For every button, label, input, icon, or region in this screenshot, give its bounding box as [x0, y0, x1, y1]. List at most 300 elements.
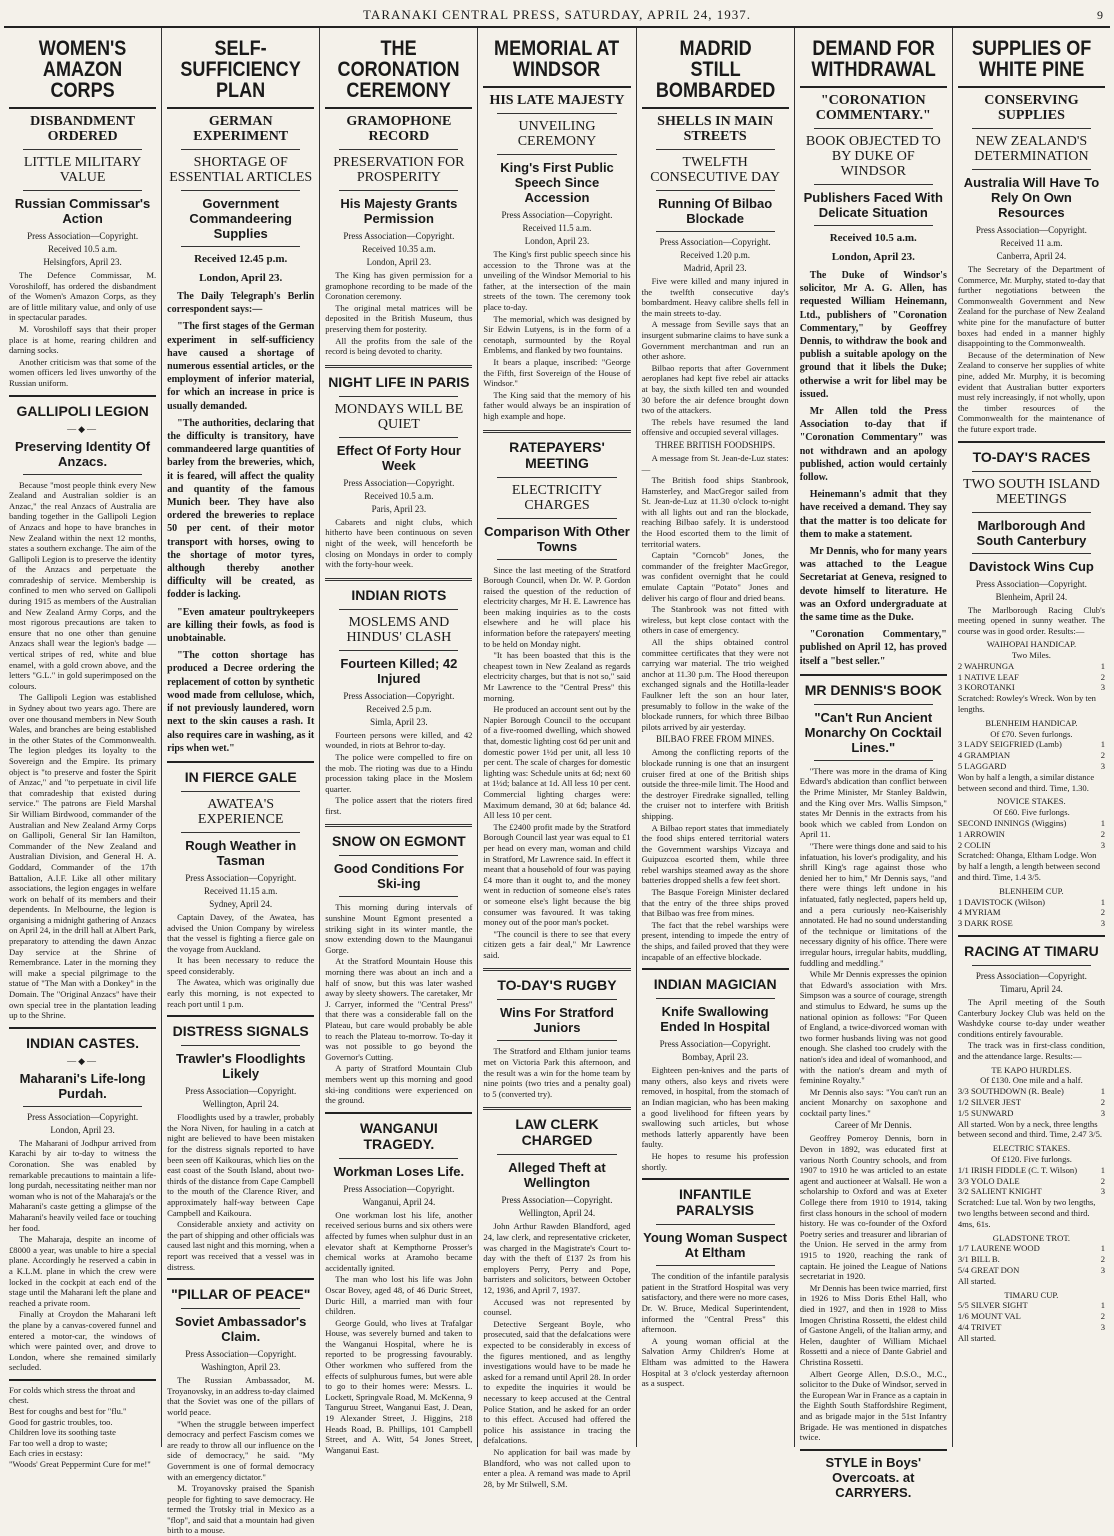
paragraph: Fourteen persons were killed, and 42 wounded, in riots at Behror to-day.: [325, 729, 473, 751]
received-time: Received 11 a.m.: [1000, 238, 1063, 248]
placing: 2: [1100, 1254, 1105, 1265]
paragraph: The condition of the infantile paralysis patient in the Stratford Hospital was very satisfactory, and there were no more cases, Dr. W. Bruce, Medical Superintendent, informed the "Central Press" this afternoon.: [641, 1271, 789, 1335]
paragraph: Among the conflicting reports of the blockade running is one that an insurgent cruiser fired at one of the British ships outside the three-mile limit. The Hood and the destroyer Firedrake signalled, telling the cruiser not to interfere with British shipping.: [641, 747, 789, 821]
placing: 2: [1100, 1096, 1105, 1107]
headline: MADRID STILL BOMBARDED: [655, 37, 775, 102]
race-title: TE KAPO HURDLES.: [991, 1064, 1072, 1075]
subheadline: TWO SOUTH ISLAND MEETINGS: [962, 476, 1100, 507]
paragraph: "There was more in the drama of King Edward's abdication than conflict between the Prime Minister, Mr Stanley Baldwin, and the King over Mrs. Wallis Simpson," states Mr Dennis in the extracts from his book which we cabled from London on April 11.: [799, 765, 947, 840]
subheadline: CONSERVING SUPPLIES: [984, 93, 1079, 123]
paragraph: Cabarets and night clubs, which hitherto have been continuous on seven night of the week, will henceforth be closing on Mondays in order to comply with the forty-hour week.: [325, 516, 473, 570]
crosshead: Career of Mr Dennis.: [834, 1120, 912, 1131]
received-time: Received 2.5 p.m.: [366, 703, 432, 714]
received-time: Received 11.5 a.m.: [522, 223, 592, 233]
dateline: Paris, April 23.: [371, 503, 427, 514]
paragraph: The police were compelled to fire on the mob. The rioting was due to a Hindu procession taking place in the Moslem quarter.: [325, 751, 473, 794]
dateline: Washington, April 23.: [201, 1362, 281, 1373]
race-placing: [958, 918, 1105, 929]
subheadline: DISBANDMENT ORDERED: [30, 114, 136, 144]
received-time: Received 10.5 a.m.: [47, 244, 118, 254]
section-heading: INDIAN RIOTS: [351, 586, 447, 603]
headline: MEMORIAL AT WINDSOR: [494, 37, 620, 81]
paragraph: The Duke of Windsor's solicitor, Mr A. G. Allen, has requested William Heinemann, Ltd., publishers of "Coronation Commentary," by Geoffrey Dennis, to withdraw the book and publish a suitable apology on the ground that it libels the Duke; otherwise a writ for libel may be issued.: [799, 270, 947, 400]
subheadline: Australia Will Have To Rely On Own Resources: [963, 175, 1100, 220]
horse-name: 4/4 TRIVET: [957, 1321, 1002, 1332]
paragraph: The Marlborough Racing Club's meeting opened in sunny weather. The course was in good order. Results:—: [957, 604, 1105, 636]
race-conditions: Of £120. Five furlongs.: [990, 1153, 1072, 1164]
section-heading: RACING AT TIMARU: [964, 943, 1099, 959]
subheadline: His Majesty Grants Permission: [340, 196, 458, 226]
race-results-blenheim: [958, 639, 1105, 929]
paragraph: Finally at Croydon the Maharani left the plane by a canvas-covered funnel and entered a motor-car, the windows of which were painted over, and drove to London, where she remained similarly secluded.: [9, 1309, 157, 1373]
subheadline: NEW ZEALAND'S DETERMINATION: [974, 134, 1089, 164]
section-heading: WANGANUI TRAGEDY.: [359, 1119, 438, 1152]
subheadline: Soviet Ambassador's Claim.: [175, 1314, 307, 1345]
subheadline: Trawler's Floodlights Likely: [175, 1051, 306, 1082]
race-placing: [958, 1097, 1105, 1108]
race-note: All started. Won by a neck, three lengths between second and third. Time, 2.47 3/5.: [957, 1118, 1103, 1140]
dateline: Wellington, April 24.: [202, 1099, 279, 1110]
paragraph: The Daily Telegraph's Berlin correspondent says:—: [167, 291, 315, 316]
race-placing: [958, 750, 1105, 761]
placing: 1: [1100, 896, 1105, 907]
placing: 2: [1100, 907, 1105, 918]
credit: Press Association—Copyright.: [343, 231, 455, 241]
credit: Press Association—Copyright.: [185, 872, 297, 883]
subheadline: SHELLS IN MAIN STREETS: [657, 114, 774, 144]
section-heading: LAW CLERK CHARGED: [515, 1116, 599, 1149]
section-heading: INFANTILE PARALYSIS: [676, 1186, 755, 1219]
paragraph: Geoffrey Pomeroy Dennis, born in Devon in 1892, was educated first at various North Country schools, and from 1907 to 1910 he was articled to an estate agent and auctioneer at Walsall. He won a scholarship to Oxford and was at Exeter College there from 1910 to 1914, taking first class honours in the school of modern history. He was co-founder of the Oxford Poetry series and treasurer and librarian of the Union. He served in the army from 1915 to 1920, reaching the rank of captain. He joined the League of Nations secretariat in 1920.: [799, 1133, 947, 1282]
horse-name: 1/5 SUNWARD: [957, 1107, 1014, 1118]
paragraph: Considerable anxiety and activity on the part of shipping and other officials was caused last night and this morning, when a report was received that a vessel was in distress.: [167, 1219, 315, 1272]
subheadline: Publishers Faced With Delicate Situation: [803, 190, 943, 220]
ad-line: Good for gastric troubles, too.: [9, 1416, 113, 1427]
dateline: Blenheim, April 24.: [995, 591, 1068, 602]
paragraph: All the profits from the sale of the record is being devoted to charity.: [325, 335, 473, 357]
subheadline: "CORONATION COMMENTARY.": [815, 93, 931, 123]
paragraph: The £2400 profit made by the Stratford Borough Council last year was equal to £1 per head on every man, woman and child in Stratford, Mr Lawrence said. In effect it meant that a household of four was paying £4 more than it ought to, and the money went in reduction of someone else's rates or someone else's light because the big consumer was favoured. It was taking money out of the poor man's pocket.: [483, 821, 631, 928]
paragraph: Because of the determination of New Zealand to conserve her supplies of white pine, added Mr. Murphy, it is becoming evident that Australian butter exporters must rely increasingly, if not wholly, upon the timber resources of the Commonwealth for the maintenance of the future export trade.: [957, 349, 1105, 434]
subheadline: LITTLE MILITARY VALUE: [23, 155, 142, 185]
horse-name: 5 LAGGARD: [957, 761, 1007, 772]
race-title: BLENHEIM CUP.: [999, 885, 1064, 896]
paragraph: Another criticism was that some of the women officers led lives unworthy of the Russian uniform.: [9, 356, 157, 388]
subheadline: SHORTAGE OF ESSENTIAL ARTICLES: [169, 155, 313, 185]
paragraph: The King said that the memory of his father would always be an inspiration of high example and hope.: [483, 389, 631, 421]
race-placing: [958, 1311, 1105, 1322]
race-placing: [958, 761, 1105, 772]
horse-name: 3/2 SALIENT KNIGHT: [957, 1186, 1042, 1197]
column-5: [637, 28, 795, 1447]
credit: Press Association—Copyright.: [501, 210, 613, 220]
paragraph: The Russian Ambassador, M. Troyanovsky, in an address to-day claimed that the Soviet was one of the pillars of world peace.: [167, 1375, 315, 1417]
credit: Press Association—Copyright.: [975, 971, 1087, 981]
placing: 3: [1100, 761, 1105, 772]
credit: Press Association—Copyright.: [343, 690, 455, 701]
horse-name: 1 ARROWIN: [957, 828, 1005, 839]
subheadline: Rough Weather in Tasman: [185, 837, 297, 868]
headline: DEMAND FOR WITHDRAWAL: [811, 37, 936, 81]
horse-name: 3 LADY SEIGFRIED (Lamb): [957, 739, 1062, 750]
paragraph: He produced an account sent out by the Napier Borough Council to the occupant of a five-roomed dwelling, which showed that, domestic lighting cost 6d per unit and domestic power 1½d per unit, all less 10 per cent. The scale of charges for domestic lighting was: Schedule units at 6d; next 60 at 1½d; balance at 1d. All less 10 per cent. Commercial lighting charges were: Maximum demand, 30 at 6d; balance 4d. All less 10 per cent.: [483, 704, 631, 821]
masthead-title: TARANAKI CENTRAL PRESS, SATURDAY, APRIL 24, 1937.: [363, 7, 751, 22]
subheadline: Alleged Theft at Wellington: [508, 1160, 606, 1191]
dateline: Madrid, April 23.: [683, 263, 747, 273]
horse-name: 1 NATIVE LEAF: [957, 671, 1019, 682]
placing: 3: [1100, 839, 1105, 850]
dateline: London, April 23.: [366, 257, 432, 267]
ad-line: "Woods' Great Peppermint Cure for me!": [9, 1459, 151, 1470]
paragraph: Albert George Allen, D.S.O., M.C., solicitor to the Duke of Windsor, served in the European War in France as a captain in the Eighth South Staffordshire Regiment, and as brigade major in the 51st Infantry Brigade. He was mentioned in dispatches twice.: [799, 1368, 947, 1443]
paragraph: Eighteen pen-knives and the parts of many others, also keys and rivets were removed, in hospital, from the stomach of an Indian magician, who has been making a good livelihood for fifteen years by swallowing such articles, but whose methods latterly apparently have been faulty.: [641, 1065, 789, 1150]
placing: 1: [1100, 1164, 1105, 1175]
subheadline: Workman Loses Life.: [333, 1163, 465, 1179]
paragraph: The Maharani of Jodhpur arrived from Karachi by air to-day to witness the Coronation. She was enabled by remarkable precautions to maintain a life-long purdah, necessitating neither man nor woman who is not of the Maharaja's or the Maharani's caste getting a glimpse of the Maharani's heavily veiled face or touching her food.: [9, 1137, 157, 1233]
race-placing: [958, 840, 1105, 851]
paragraph: A party of Stratford Mountain Club members went up this morning and good ski-ing conditions were experienced on the ground.: [325, 1063, 473, 1106]
paragraph: M. Troyanovsky praised the Spanish people for fighting to save democracy. He termed the Trotsky trial in Mexico as a "flop", and said that a mountain had given birth to a mouse.: [167, 1483, 315, 1536]
credit: Press Association—Copyright.: [343, 1183, 455, 1194]
race-note: Scratched: Rowley's Wreck. Won by ten lengths.: [957, 693, 1096, 715]
horse-name: 3 DARK ROSE: [957, 918, 1013, 929]
paragraph: A message from St. Jean-de-Luz states:—: [641, 452, 789, 474]
race-placing: [958, 1086, 1105, 1097]
subheadline: GERMAN EXPERIMENT: [193, 114, 289, 144]
headline: THE CORONATION CEREMONY: [337, 37, 460, 102]
paragraph: The Defence Commissar, M. Voroshiloff, has ordered the disbandment of the Women's Amazon Corps, as they are of little military value, and only of use in spectacular parades.: [9, 270, 157, 323]
dateline: Simla, April 23.: [370, 716, 428, 727]
horse-name: 2 COLIN: [957, 839, 991, 850]
race-placing: [958, 829, 1105, 840]
horse-name: 1/7 LAURENE WOOD: [957, 1243, 1040, 1254]
subheadline: "Can't Run Ancient Monarchy On Cocktail Lines.": [804, 709, 942, 755]
horse-name: 3/1 BILL B.: [957, 1254, 1000, 1265]
columns: [4, 28, 1110, 1536]
subheadline: Preserving Identity Of Anzacs.: [15, 438, 151, 469]
paragraph: The original metal matrices will be deposited in the British Museum, thus preserving them for posterity.: [325, 302, 473, 334]
paragraph: The Secretary of the Department of Commerce, Mr. Murphy, stated to-day that further negotiations between the Commonwealth Government and New Zealand for the purchase of New Zealand white pine for the manufacture of butter boxes had ended in a manner highly disappointing to the Commonwealth.: [957, 264, 1105, 349]
column-4: [478, 28, 636, 1489]
race-results-timaru: [958, 1065, 1105, 1344]
dateline: London, April 23.: [199, 272, 283, 284]
paragraph: Since the last meeting of the Stratford Borough Council, when Dr. W. P. Gordon raised the question of the reduction of electricity charges, Mr H. E. Lawrence has been making inquiries as to the costs elsewhere and he will place his information before the ratepayers' meeting to be held on Monday night.: [483, 564, 631, 649]
paragraph: The King's first public speech since his accession to the Throne was at the unveiling of the Windsor Memorial to his father, at the intersection of the main streets of the town. The ceremony took place to-day.: [483, 249, 631, 312]
credit: Press Association—Copyright.: [343, 477, 455, 488]
placing: 1: [1100, 1086, 1105, 1097]
paragraph: Captain "Corncob" Jones, the commander of the freighter MacGregor, was confident overnight that he could emulate Captain "Potato" Jones and deliver his cargo of flour and dried beans.: [641, 550, 789, 603]
paragraph: A young woman official at the Salvation Army Children's Home at Eltham was admitted to the Hawera Hospital at 3 o'clock yesterday afternoon as a suspect.: [641, 1335, 789, 1389]
dateline: Canberra, April 24.: [996, 251, 1067, 261]
dateline: London, April 23.: [50, 1124, 115, 1135]
paragraph: The April meeting of the South Canterbury Jockey Club was held on the Washdyke course to-day under weather conditions entirely favourable.: [957, 997, 1105, 1039]
subheadline: MOSLEMS AND HINDUS' CLASH: [346, 614, 452, 645]
paragraph: The fact that the rebel warships were present, intending to impede the entry of the ships, and failed proved that they were incapable of an effective blockade.: [641, 919, 789, 962]
credit: Press Association—Copyright.: [659, 237, 771, 247]
paragraph: "The authorities, declaring that the difficulty is transitory, have commandeered large quantities of barley from the breweries, which, it is feared, will affect the quality and quantity of the famous Munich beer. They have also ordered the breweries to replace 50 per cent. of their motor transport with horses, owing to the shortage of motor tyres, although thereby another difficulty will be created, as fodder is lacking.: [167, 417, 315, 601]
paragraph: Mr Dennis also says: "You can't run an ancient Monarchy on saxophone and cocktail party lines.": [799, 1086, 947, 1118]
dateline: Sydney, April 24.: [209, 898, 273, 909]
credit: Press Association—Copyright.: [659, 1039, 771, 1050]
paragraph: He hopes to resume his profession shortly.: [641, 1150, 789, 1172]
credit: Press Association—Copyright.: [185, 1086, 297, 1097]
horse-name: 1/6 MOUNT VAL: [957, 1311, 1021, 1322]
race-placing: [958, 818, 1105, 829]
placing: 1: [1100, 818, 1105, 829]
paragraph: The memorial, which was designed by Sir Edwin Lutyens, is in the form of a cenotaph, surmounted by the Royal Emblems, and flanked by two fountains.: [483, 313, 631, 356]
subheadline: Marlborough And South Canterbury: [976, 517, 1087, 548]
subheadline: GRAMOPHONE RECORD: [346, 114, 452, 144]
race-placing: [958, 1186, 1105, 1197]
section-heading: IN FIERCE GALE: [184, 768, 297, 785]
race-placing: [958, 739, 1105, 750]
received-time: Received 10.35 a.m.: [361, 244, 436, 254]
race-placing: [958, 907, 1105, 918]
section-heading: DISTRESS SIGNALS: [172, 1023, 309, 1040]
paragraph: "It has been boasted that this is the cheapest town in New Zealand as regards electricity charges, but that is not so," said Mr Lawrence to the "Central Press" this morning.: [483, 650, 631, 703]
credit: Press Association—Copyright.: [975, 225, 1087, 235]
headline: SELF-SUFFICIENCY PLAN: [180, 37, 301, 102]
paragraph: A Bilbao report states that immediately the food ships entered territorial waters the Government warships Vizcaya and Guipuzcoa escorted them, while three rebel warships steamed away as the shore batteries dropped shells a few feet short.: [641, 822, 789, 886]
placing: 3: [1100, 1107, 1105, 1118]
newspaper-page: [4, 4, 1110, 1536]
race-note: Scratched: Lue tal. Won by two lengths, two lengths between second and third. 4ms, 61s.: [957, 1197, 1096, 1229]
horse-name: 1/2 SILVER JEST: [957, 1096, 1022, 1107]
paragraph: Floodlights used by a trawler, probably the Nora Niven, for hauling in a catch at night are believed to have been mistaken for the distress signals reported to have been seen off Kaikouras, which lies on the east coast of the South Island, about two-thirds of the distance from Cape Campbell to the mouth of the Clarence River, and approximately half-way between Cape Campbell and Kaikoura.: [167, 1112, 315, 1218]
paragraph: Heinemann's admit that they have received a demand. They say that the matter is too delicate for them to make a statement.: [799, 489, 947, 540]
subheadline: MONDAYS WILL BE QUIET: [334, 401, 464, 432]
received-time: Received 12.45 p.m.: [194, 253, 288, 265]
subheadline: Wins For Stratford Juniors: [499, 1005, 614, 1036]
race-title: BLENHEIM HANDICAP.: [985, 717, 1078, 728]
paragraph: Mr Allen told the Press Association to-day that if "Coronation Commentary" was not withdrawn and an apology published, action would certainly follow.: [799, 406, 947, 484]
paragraph: At the Stratford Mountain House this morning there was about an inch and a half of snow, but this was later washed away by sleety showers. The caretaker, Mr J. Carryer, informed the "Central Press" that there was a considerable fall on the Plateau, but care would probably be able to reach the Plateau to-morrow. To-day it was not possible to go beyond the Governor's Cutting.: [325, 956, 473, 1062]
paragraph: A message from Seville says that an insurgent submarine claims to have sunk a Government merchantman and run an other ashore.: [641, 319, 789, 362]
paragraph: Five were killed and many injured in the twelfth consecutive day's bombardment. Heavy calibre shells fell in the main streets to-day.: [641, 276, 789, 318]
race-conditions: Of £60. Five furlongs.: [993, 807, 1070, 818]
section-heading: INDIAN CASTES.: [26, 1034, 139, 1051]
dateline: Helsingfors, April 23.: [43, 257, 122, 267]
section-heading: TO-DAY'S RUGBY: [497, 977, 617, 994]
paragraph: The Gallipoli Legion was established in Sydney about two years ago. There are over one thousand members in New South Wales, and branches are being established in the other States of the Commonwealth. The legion pledges its loyalty to the Sovereign and the Empire. Its primary object is "to preserve and foster the Spirit of Anzac," and "to perpetuate in civil life that comradeship that existed during service." The patrons are Field Marshal Sir William Birdwood, commander of the Australian and New Zealand Army Corps on Gallipoli, General Sir Ian Hamilton, Commander of the New Zealand and Australian Division, and General H. A. Goddard, Commander of the 17th Battalion, A.I.F. Like all other military associations, the legion engages in welfare work on behalf of its members and their dependents. In Melbourne, the legion is organising a midnight gathering of Anzacs on April 24, in the drill hall at Albert Park, preparatory to attending the dawn Anzac Day service at the Shrine of Remembrance. Later in the morning they will make a special pilgrimage to the statue of "The Man with a Donkey" in the Domain. The "Original Anzacs" have their own special tree in the plantation leading up to the Shrine.: [9, 692, 157, 1021]
race-placing: [958, 1108, 1105, 1119]
race-title: WAIHOPAI HANDICAP.: [986, 639, 1077, 650]
race-placing: [958, 1176, 1105, 1187]
horse-name: 3/3 YOLO DALE: [957, 1175, 1020, 1186]
paragraph: The track was in first-class condition, and the attendance large. Results:—: [957, 1040, 1105, 1061]
paragraph: "When the struggle between imperfect democracy and perfect Fascism comes we are ready to throw all our influence on the side of democracy," he said. "My Government is one of formal democracy with an emergency dictator.": [167, 1418, 315, 1482]
placing: 2: [1100, 750, 1105, 761]
paragraph: "Even amateur poultrykeepers are killing their fowls, as food is unobtainable.: [167, 606, 315, 645]
paragraph: This morning during intervals of sunshine Mount Egmont presented a striking sight in its winter mantle, the snow extending down to the Maunganui Gorge.: [325, 902, 473, 955]
subheadline: Effect Of Forty Hour Week: [336, 442, 461, 473]
placing: 3: [1100, 1264, 1105, 1275]
placing: 3: [1100, 682, 1105, 693]
paragraph: "The council is there to see that every citizen gets a fair deal," Mr Lawrence said.: [483, 928, 631, 960]
paragraph: John Arthur Rawden Blandford, aged 24, law clerk, and representative cricketer, was charged in the Magistrate's Court to-day with the theft of £137 2s from his employers Perry, Perry and Pope, barristers and solicitors, between October 12, 1936, and April 7, 1937.: [483, 1221, 631, 1295]
race-note: All started.: [957, 1275, 997, 1286]
crosshead: THREE BRITISH FOODSHIPS.: [655, 439, 776, 450]
paragraph: "Coronation Commentary," published on April 12, has proved itself a "best seller.": [799, 629, 947, 667]
placing: 2: [1100, 828, 1105, 839]
paragraph: "The cotton shortage has produced a Decree ordering the replacement of cotton by synthetic wood made from cellulose, which, if not previously laundered, worn next to the skin causes a rash. It also requires care in washing, as it rips when wet.": [167, 650, 315, 754]
column-1: WOMEN'S AMAZON CORPS DISBANDMENT ORDERED LITTLE MILITARY VALUE Russian Commissar's Action Press Association—Copyright. Received 10.5 a.m. Helsingfors, April 23. The Defence Commissar, M. Voroshiloff, has ordered the disbandment of the Women's Amazon Corps, as they are of little military value, and only of use in spectacular parades. M. Voroshiloff says that their proper place is at home, rearing children and darning socks. Another criticism was that some of the women officers led lives unworthy of the Russian uniform. GALLIPOLI LEGION —◆— Preserving Identity Of Anzacs. Because "most people think every New Zealand and Australian soldier is an Anzac," the real Anzacs of Australia are banding together in the Gallipoli Legion of Anzacs and hope to have branches in New Zealand within the next 12 months, states a southern exchange. The aim of the Gallipoli Legion is to preserve the identity of the Anzacs and perpetuate the comradeship of service. Membership is confined to men who served on Gallipoli during 1915 as members of the Australian and New Zealand Army Corps, and the most rigorous precautions are taken to ensure that no one other than genuine Anzacs shall wear the legion's badge —vertical stripes of red, white and blue enamel, with a gold crown above, and the letters "G.L." in gold superimposed on the colours. The Gallipoli Legion was established in Sydney about two years ago. There are over one thousand members in New South Wales, and branches are being established in the other States of the Commonwealth. The legion pledges its loyalty to the Sovereign and the Empire. Its primary object is "to preserve and foster the Spirit of Anzac," and "to perpetuate in civil life that comradeship that existed during service." The patrons are Field Marshal Sir William Birdwood, commander of the Australian and New Zealand Army Corps on Gallipoli, General Sir Ian Hamilton, Commander of the New Zealand and Australian Division, and General H. A. Goddard, Commander of the 17th Battalion, A.I.F. Like all other military associations, the legion engages in welfare work on behalf of its members and their dependents. In Melbourne, the legion is organising a midnight gathering of Anzacs on April 24, in the drill hall at Albert Park, preparatory to attending the dawn Anzac Day service at the Shrine of Remembrance. Later in the morning they will make a special pilgrimage to the statue of "The Man with a Donkey" in the Domain. The "Original Anzacs" have their own special tree in the plantation leading up to the Shrine. INDIAN CASTES. —◆— Maharani's Life-long Purdah. Press Association—Copyright. London, April 23. The Maharani of Jodhpur arrived from Karachi by air to-day to witness the Coronation. She was enabled by remarkable precautions to maintain a life-long purdah, necessitating neither man nor woman who is not of the Maharaja's or the Maharani's caste getting a glimpse of the Maharani's heavily veiled face or touching her food. The Maharaja, despite an income of £8000 a year, was unable to hire a special plane. Accordingly he reserved a cabin in a K.L.M. plane in which the crew were locked in the cockpit at each end of the stage until the Maharani left the plane and reached a private room. Finally at Croydon the Maharani left the plane by a canvas-covered funnel and entered a motor-car, the windows of which were painted over, and drove to London, where she remained similarly secluded. For colds which stress the throat and chest. Best for coughs and best for "flu." Good for gastric troubles, too. Children love its soothing taste Far too well a drop to waste; Each cries in ecstasy: "Woods' Great Peppermint Cure for me!": [4, 28, 162, 1447]
page-number: 9: [1097, 8, 1104, 22]
race-placing: [958, 1300, 1105, 1311]
horse-name: SECOND INNINGS (Wiggins): [957, 818, 1067, 829]
horse-name: 2 WAHRUNGA: [957, 660, 1015, 671]
section-heading: RATEPAYERS' MEETING: [509, 438, 605, 471]
credit: Press Association—Copyright.: [975, 578, 1087, 589]
subheadline: TWELFTH CONSECUTIVE DAY: [650, 155, 781, 185]
advertisement: STYLE in Boys' Overcoats. at CARRYERS.: [800, 1449, 947, 1500]
dateline: Timaru, April 24.: [1000, 984, 1063, 994]
paragraph: M. Voroshiloff says that their proper place is at home, rearing children and darning socks.: [9, 323, 157, 356]
section-heading: GALLIPOLI LEGION: [16, 402, 149, 419]
race-placing: [958, 682, 1105, 693]
ad-line: For colds which stress the throat and chest.: [9, 1384, 136, 1406]
section-heading: MR DENNIS'S BOOK: [804, 681, 942, 698]
paragraph: While Mr Dennis expresses the opinion that Edward's association with Mrs. Simpson was a source of courage, strength and stimulus to Edward, he sums up the national opinion as follows: "For Queen of England, a twice-divorced woman with two former husbands living was not good enough. She clashed too crudely with the nation's idea and ideal of womanhood, and with the nation's dream and myth of feminine Royalty.": [799, 969, 947, 1086]
ad-line: Each cries in ecstasy:: [9, 1448, 83, 1459]
subheadline: ELECTRICITY CHARGES: [511, 482, 603, 513]
section-heading: TO-DAY'S RACES: [972, 448, 1091, 465]
credit: Press Association—Copyright.: [501, 1195, 613, 1206]
credit: Press Association—Copyright.: [27, 1111, 139, 1122]
headline: SUPPLIES OF WHITE PINE: [971, 37, 1092, 81]
race-conditions: Of £130. One mile and a half.: [980, 1075, 1083, 1086]
received-time: Received 11.15 a.m.: [204, 885, 278, 896]
paragraph: It bears a plaque, inscribed: "George the Fifth, first Sovereign of the House of Windsor.": [483, 356, 631, 389]
placing: 1: [1100, 660, 1105, 671]
horse-name: 4 MYRIAM: [957, 907, 1001, 918]
section-heading: "PILLAR OF PEACE": [171, 1286, 311, 1303]
ad-line: Children love its soothing taste: [9, 1427, 116, 1438]
horse-name: 1 DAVISTOCK (Wilson): [957, 896, 1046, 907]
race-placing: [958, 1322, 1105, 1333]
placing: 3: [1100, 1186, 1105, 1197]
received-time: Received 10.5 a.m.: [364, 490, 434, 501]
subheadline: BOOK OBJECTED TO BY DUKE OF WINDSOR: [805, 134, 941, 179]
paragraph: "The first stages of the German experiment in self-sufficiency have caused a shortage of numerous essential articles, or the employment of inferior material, for which an increase in price is usually demanded.: [167, 321, 315, 412]
horse-name: 5/5 SILVER SIGHT: [957, 1300, 1028, 1311]
crosshead: BILBAO FREE FROM MINES.: [656, 734, 775, 745]
paragraph: The Maharaja, despite an income of £8000 a year, was unable to hire a special plane. Accordingly he reserved a cabin in a K.L.M. plane in which the crew were locked in the cockpit at each end of the stage until the Maharani left the plane and reached a private room.: [9, 1234, 157, 1308]
paragraph: The rebels have resumed the land offensive and occupied several villages.: [641, 416, 789, 438]
subheadline: Knife Swallowing Ended In Hospital: [660, 1004, 771, 1035]
placing: 1: [1100, 739, 1105, 750]
paragraph: The King has given permission for a gramophone recording to be made of the Coronation ceremony.: [325, 270, 473, 302]
credit: Press Association—Copyright.: [27, 231, 139, 241]
horse-name: 1/1 IRISH FIDDLE (C. T. Wilson): [957, 1164, 1078, 1175]
paragraph: "There were things done and said to his infatuation, his lover's prodigality, and his shrill King's rage against those who denied her to him," Mr Dennis says, "and there were things left undone in his infatuated, fatly neglected, papers held up, and a pera curiously neo-Kaiserishly annotated. He had no sound understanding of the technique or limitations of the necessary dignity of his office. There were irregular hours, irregular habits, muddling, fuddling and meddling.": [799, 841, 947, 968]
subheadline: Good Conditions For Ski-ing: [333, 861, 464, 892]
subheadline: Fourteen Killed; 42 Injured: [340, 655, 458, 686]
placing: 3: [1100, 1321, 1105, 1332]
subheadline: Young Woman Suspect At Eltham: [643, 1230, 788, 1261]
paragraph: The Stratford and Eltham junior teams met on Victoria Park this afternoon, and the result was a win for the home team by nine points (two tries and a penalty goal) to 5 (converted try).: [483, 1046, 631, 1099]
paragraph: Accused was not represented by counsel.: [483, 1296, 631, 1318]
dateline: Wellington, April 24.: [518, 1208, 596, 1219]
race-placing: [958, 661, 1105, 672]
race-placing: [958, 1254, 1105, 1265]
race-title: NOVICE STAKES.: [997, 796, 1066, 807]
paragraph: The man who lost his life was John Oscar Bovey, aged 48, of 46 Duric Street, Duric Hill, a married man with four children.: [325, 1274, 473, 1317]
credit: Press Association—Copyright.: [185, 1349, 297, 1360]
subheadline: AWATEA'S EXPERIENCE: [197, 796, 284, 827]
paragraph: One workman lost his life, another received serious burns and six others were affected by fumes when sulphur dust in an elevator shaft at Kempthorne Prosser's chemical works at Aramoho became accidentally ignited.: [325, 1209, 473, 1273]
race-conditions: Two Miles.: [1011, 650, 1051, 661]
section-heading: SNOW ON EGMONT: [331, 833, 466, 850]
race-title: TIMARU CUP.: [1004, 1289, 1059, 1300]
paragraph: The police assert that the rioters fired first.: [325, 795, 473, 816]
subheadline: UNVEILING CEREMONY: [517, 119, 597, 149]
masthead: [4, 4, 1110, 28]
race-placing: [958, 1165, 1105, 1176]
horse-name: 4 GRAMPIAN: [957, 750, 1011, 761]
column-3: [320, 28, 478, 1455]
dateline: Wanganui, April 24.: [362, 1196, 436, 1207]
subheadline: HIS LATE MAJESTY: [489, 93, 625, 108]
paragraph: Captain Davey, of the Awatea, has advised the Union Company by wireless that the vessel is fighting a fierce gale on the voyage from Auckland.: [167, 911, 315, 954]
race-note: Won by half a length, a similar distance between second and third. Time, 1.30.: [957, 771, 1095, 793]
paragraph: Because "most people think every New Zealand and Australian soldier is an Anzac," the real Anzacs of Australia are banding together in the Gallipoli Legion of Anzacs and hope to have branches in New Zealand within the next 12 months, states a southern exchange. The aim of the Gallipoli Legion is to preserve the identity of the Anzacs and perpetuate the comradeship of service. Membership is confined to men who served on Gallipoli during 1915 as members of the Australian and New Zealand Army Corps, and the most rigorous precautions are taken to ensure that no one other than genuine Anzacs shall wear the legion's badge —vertical stripes of red, white and blue enamel, with a gold crown above, and the letters "G.L." in gold superimposed on the colours.: [9, 479, 157, 691]
dateline: Bombay, April 23.: [681, 1052, 749, 1063]
subheadline: Government Commandeering Supplies: [189, 196, 292, 241]
column-2: [162, 28, 320, 1536]
paragraph: The Basque Foreign Minister declared that the entry of the three ships proved that Bilbao was free from mines.: [641, 887, 789, 919]
race-placing: [958, 897, 1105, 908]
paragraph: George Gould, who lives at Trafalgar House, was severely burned and taken to the Wanganui Hospital, where he is reported to be progressing favourably. Other workmen who suffered from the effects of sulphurous fumes, but were able to go to their homes were: Messrs. L. Lockett, Springvale Road, M. McKenna, 9 Tanguruu Street, Wanganui East, J. Dean, 19 Alexander Street, J. Higgins, 218 Heads Road, B. Phillips, 101 Campbell Street, and A. Witt, 54 Jones Street, Wanganui East.: [325, 1317, 473, 1455]
race-placing: [958, 1265, 1105, 1276]
paragraph: No application for bail was made by Blandford, who was not called upon to enter a plea. A remand was made to April 28, by Mr Stilwell, S.M.: [483, 1446, 631, 1489]
subheadline: PRESERVATION FOR PROSPERITY: [333, 155, 465, 185]
race-note: Scratched: Ohanga, Eltham Lodge. Won by half a length, a length between second and third. Time, 1.4 3/5.: [957, 850, 1101, 883]
paragraph: The Stanbrook was not fitted with wireless, but kept close contact with the others in case of emergency.: [641, 604, 789, 636]
race-title: GLADSTONE TROT.: [992, 1232, 1071, 1243]
placing: 2: [1100, 671, 1105, 682]
advertisement: [9, 1385, 156, 1470]
paragraph: Mr Dennis, who for many years was attached to the League Secretariat at Geneva, resigned to devote himself to literature. He was an Oxford undergraduate at the same time as the Duke.: [799, 546, 947, 624]
race-placing: [958, 672, 1105, 683]
column-6: [795, 28, 953, 1500]
race-placing: [958, 1243, 1105, 1254]
section-heading: NIGHT LIFE IN PARIS: [328, 373, 470, 390]
paragraph: All the ships obtained control committee certificates that they were not carrying war material. The trio weighed anchor at 11.30 p.m. The Hood thereupon exchanged signals and the Hotilla-leader Faulkner left the son an hour later, presumably to follow in the wake of the blockade runners, for which three Bilbao pilots arrived by air yesterday.: [641, 637, 789, 732]
dateline: London, April 23.: [831, 251, 915, 263]
section-heading: INDIAN MAGICIAN: [653, 976, 777, 993]
ad-line: Best for coughs and best for "flu.": [9, 1406, 127, 1417]
dateline: London, April 23.: [524, 236, 590, 246]
paragraph: The Awatea, which was originally due early this morning, is not expected to reach port until 1 p.m.: [167, 977, 315, 1009]
horse-name: 3 KOROTANKI: [957, 682, 1015, 693]
ad-line: Far too well a drop to waste;: [9, 1437, 108, 1448]
received-time: Received 1.20 p.m.: [680, 250, 750, 260]
paragraph: The British food ships Stanbrook, Hamsterley, and MacGregor sailed from St. Jean-de-Luz at 11.30 o'clock to-night with all lights out and ran the blockade, reaching Bilbao safely. It is understood the Hood escorted them to the limit of territorial waters.: [641, 475, 789, 549]
paragraph: It has been necessary to reduce the speed considerably.: [167, 955, 315, 976]
placing: 1: [1100, 1243, 1105, 1254]
column-7: [953, 28, 1110, 1447]
horse-name: 3/3 SOUTHDOWN (R. Beale): [957, 1086, 1064, 1097]
paragraph: Bilbao reports that after Government aeroplanes had kept five rebel air attacks at bay, the sixth killed ten and wounded 30 before the air defence brought down two of the attackers.: [641, 362, 789, 416]
subheadline: Russian Commissar's Action: [14, 196, 151, 226]
placing: 2: [1100, 1311, 1105, 1322]
subheadline: King's First Public Speech Since Accession: [500, 160, 614, 205]
race-note: All started.: [957, 1332, 997, 1343]
race-title: ELECTRIC STAKES.: [992, 1143, 1070, 1154]
subheadline: Davistock Wins Cup: [968, 558, 1094, 574]
subheadline: Maharani's Life-long Purdah.: [19, 1070, 146, 1101]
